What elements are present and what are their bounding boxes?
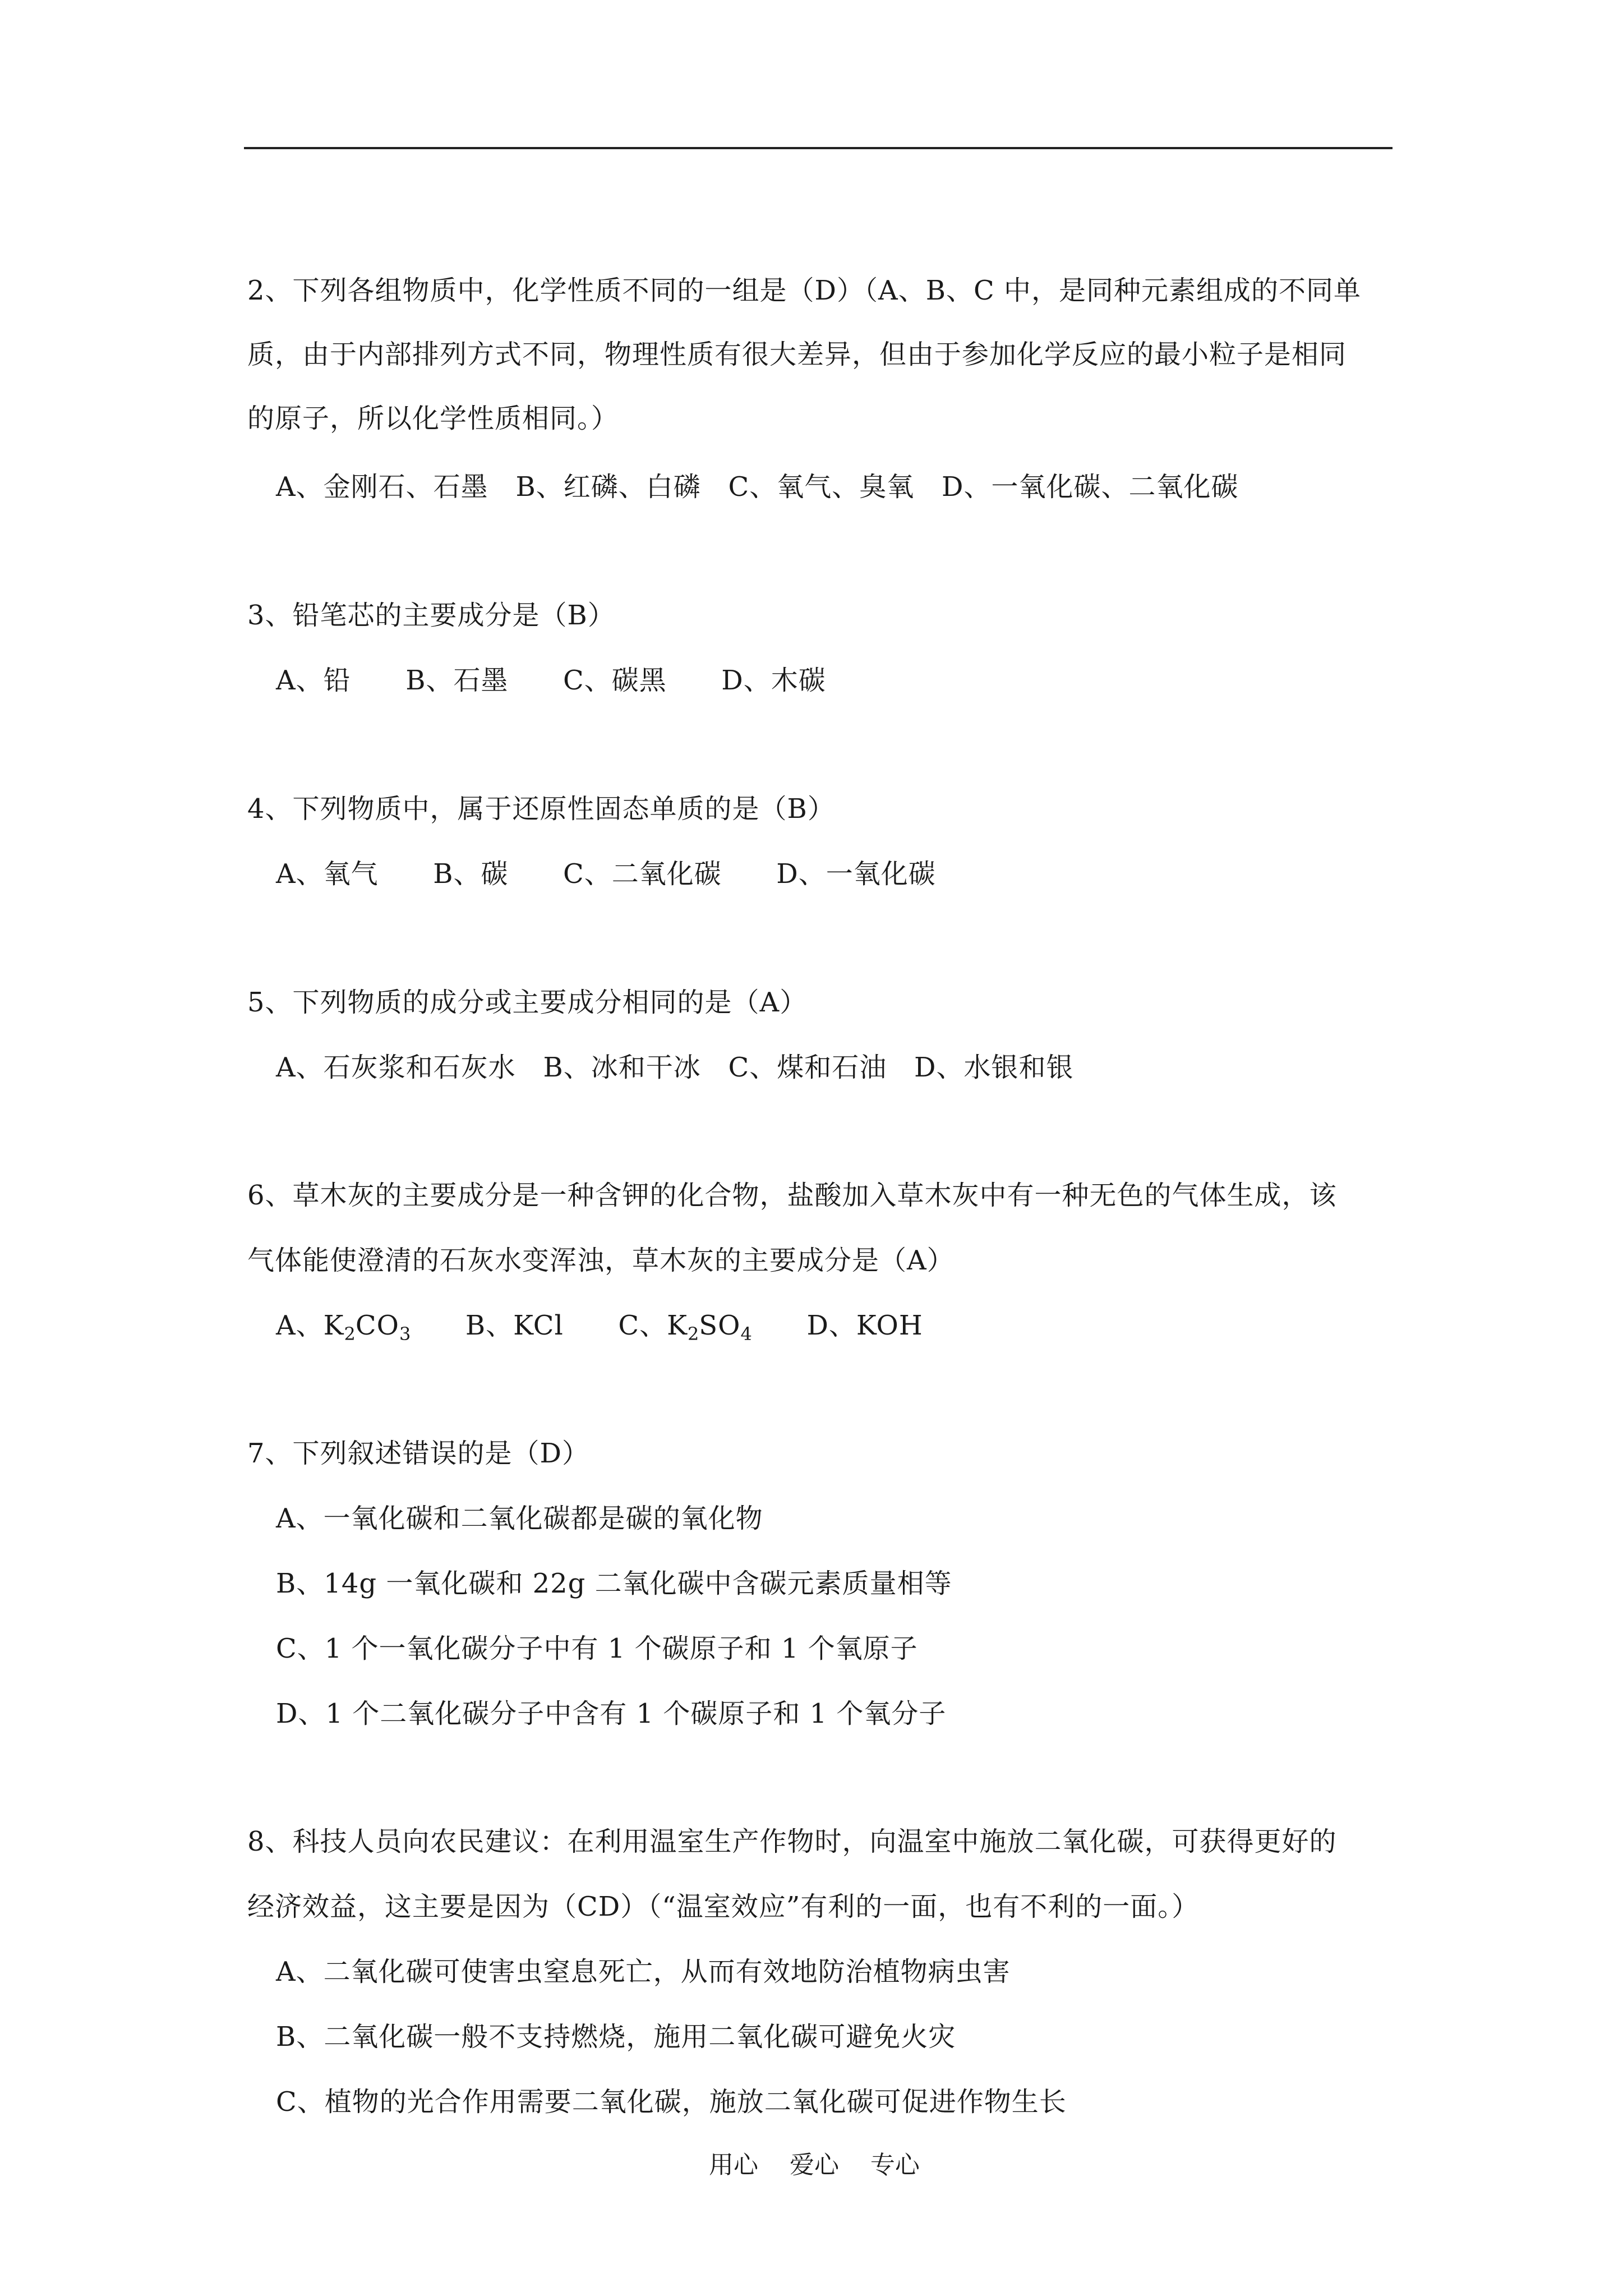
q5-options: A、石灰浆和石灰水 B、冰和干冰 C、煤和石油 D、水银和银 — [276, 1052, 1074, 1083]
q2-stem-line1: 2、下列各组物质中，化学性质不同的一组是（D）（A、B、C 中，是同种元素组成的不同单 — [247, 275, 1361, 306]
q6-option-a-sub1: 2 — [344, 1323, 356, 1345]
q8-stem-line1: 8、科技人员向农民建议：在利用温室生产作物时，向温室中施放二氧化碳，可获得更好的 — [247, 1826, 1337, 1857]
q7-option-b: B、14g 一氧化碳和 22g 二氧化碳中含碳元素质量相等 — [276, 1568, 952, 1599]
q7-option-c: C、1 个一氧化碳分子中有 1 个碳原子和 1 个氧原子 — [276, 1633, 918, 1664]
q6-option-d: D、KOH — [751, 1310, 923, 1341]
q2-stem-line2: 质，由于内部排列方式不同，物理性质有很大差异，但由于参加化学反应的最小粒子是相同 — [247, 339, 1347, 370]
q8-option-c: C、植物的光合作用需要二氧化碳，施放二氧化碳可促进作物生长 — [276, 2086, 1067, 2118]
q7-option-a: A、一氧化碳和二氧化碳都是碳的氧化物 — [276, 1503, 763, 1534]
q4-stem: 4、下列物质中，属于还原性固态单质的是（B） — [247, 793, 835, 825]
page-footer: 用心 爱心 专心 — [709, 2151, 920, 2179]
q8-stem-line2: 经济效益，这主要是因为（CD）（“温室效应”有利的一面，也有不利的一面。） — [247, 1891, 1200, 1922]
q6-option-a-prefix: A、K — [276, 1310, 344, 1341]
q2-stem-line3: 的原子，所以化学性质相同。） — [247, 403, 619, 434]
q7-stem: 7、下列叙述错误的是（D） — [247, 1438, 590, 1469]
q6-option-b: B、KCl C、K — [411, 1310, 688, 1341]
q4-options: A、氧气 B、碳 C、二氧化碳 D、一氧化碳 — [276, 858, 936, 890]
q7-option-d: D、1 个二氧化碳分子中含有 1 个碳原子和 1 个氧分子 — [276, 1698, 947, 1729]
q2-options: A、金刚石、石墨 B、红磷、白磷 C、氧气、臭氧 D、一氧化碳、二氧化碳 — [276, 471, 1239, 503]
q3-stem: 3、铅笔芯的主要成分是（B） — [247, 600, 615, 631]
q8-option-a: A、二氧化碳可使害虫窒息死亡，从而有效地防治植物病虫害 — [276, 1956, 1011, 1987]
q6-option-a-sub2: 3 — [399, 1323, 411, 1345]
q6-stem-line2: 气体能使澄清的石灰水变浑浊，草木灰的主要成分是（A） — [247, 1245, 955, 1276]
q6-option-a-mid: CO — [355, 1310, 399, 1341]
q6-option-c-sub1: 2 — [687, 1323, 699, 1345]
q3-options: A、铅 B、石墨 C、碳黑 D、木碳 — [276, 665, 826, 696]
q6-option-c-mid: SO — [699, 1310, 741, 1341]
q8-option-b: B、二氧化碳一般不支持燃烧，施用二氧化碳可避免火灾 — [276, 2021, 956, 2053]
q6-option-c-sub2: 4 — [740, 1323, 752, 1345]
header-rule — [244, 147, 1393, 149]
q5-stem: 5、下列物质的成分或主要成分相同的是（A） — [247, 987, 808, 1018]
q6-options — [276, 1309, 923, 1351]
q6-stem-line1: 6、草木灰的主要成分是一种含钾的化合物，盐酸加入草木灰中有一种无色的气体生成，该 — [247, 1180, 1337, 1211]
